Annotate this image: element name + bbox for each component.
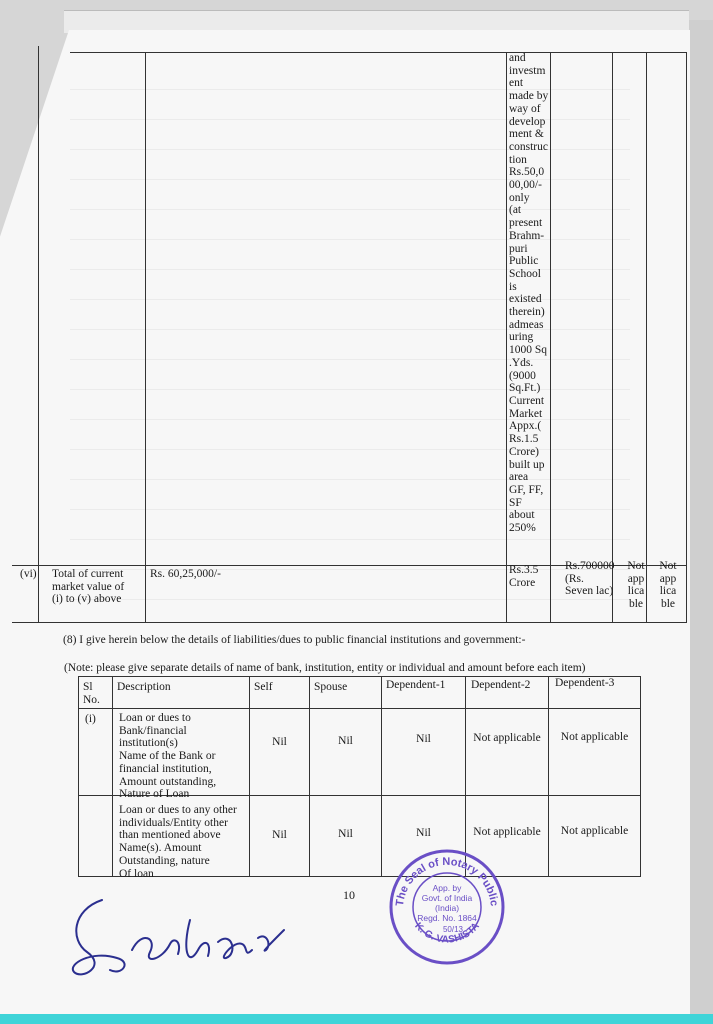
notary-seal-stamp bbox=[387, 845, 507, 965]
investment-description-line: way of bbox=[509, 102, 541, 115]
total-description-line: market value of bbox=[52, 580, 125, 593]
total-row-dependent-1 bbox=[565, 560, 615, 598]
scanner-bottom-strip bbox=[0, 1014, 713, 1024]
row-2-description-line: Loan or dues to any other bbox=[119, 804, 237, 816]
row-1-dependent-1: Nil bbox=[416, 733, 431, 745]
investment-description-line: therein) bbox=[509, 306, 545, 319]
svg-text:Regd. No. 1864: Regd. No. 1864 bbox=[417, 913, 477, 923]
investment-description-line: GF, FF, bbox=[509, 483, 544, 496]
investment-description-line: Rs.50,0 bbox=[509, 166, 545, 179]
row-1-description-line: Bank/financial bbox=[119, 724, 187, 737]
total-dependent-1-line: (Rs. bbox=[565, 572, 584, 585]
row-2-spouse: Nil bbox=[338, 828, 353, 840]
total-spouse-line: Crore bbox=[509, 576, 536, 589]
investment-description-line: .Yds. bbox=[509, 356, 534, 369]
investment-description-line: (9000 bbox=[509, 369, 536, 382]
investment-description-line: is bbox=[509, 280, 517, 293]
row-2-description-line: Of loan bbox=[119, 867, 154, 880]
row-2-description-line: Name(s). Amount bbox=[119, 842, 202, 855]
svg-text:(India): (India) bbox=[434, 903, 460, 913]
svg-text:The Seal of Notary Public: The Seal of Notary Public bbox=[394, 855, 500, 907]
col-header-spouse: Spouse bbox=[314, 681, 348, 693]
investment-description-line: Market bbox=[509, 407, 543, 420]
investment-description-line: about bbox=[509, 509, 535, 522]
row-2-self: Nil bbox=[272, 829, 287, 841]
total-row-sl: (vi) bbox=[20, 568, 37, 580]
row-1-description-line: financial institution, bbox=[119, 762, 212, 775]
row-2-dependent-2: Not applicable bbox=[473, 826, 541, 838]
total-description-line: Total of current bbox=[52, 568, 124, 580]
investment-description-line: made by bbox=[509, 90, 549, 103]
total-dependent-3-line: lica bbox=[659, 585, 677, 598]
investment-description-line: uring bbox=[509, 331, 534, 344]
col-header-sl: Sl No. bbox=[83, 681, 100, 706]
col-header-dependent-3: Dependent-3 bbox=[555, 677, 615, 689]
investment-description-line: 00,00/- bbox=[509, 179, 542, 192]
total-row-description bbox=[52, 568, 144, 606]
total-row-self: Rs. 60,25,000/- bbox=[150, 568, 221, 580]
col-header-dependent-1: Dependent-1 bbox=[386, 679, 446, 691]
investment-description-line: and bbox=[509, 52, 526, 64]
row-2-dependent-1: Nil bbox=[416, 827, 431, 839]
row-2-dependent-3: Not applicable bbox=[560, 825, 629, 837]
row-2-description-line: than mentioned above bbox=[119, 829, 221, 842]
investment-description-line: tion bbox=[509, 153, 527, 166]
investment-description-line: existed bbox=[509, 293, 542, 306]
row-1-description-line: Loan or dues to bbox=[119, 712, 191, 724]
investment-description-line: puri bbox=[509, 242, 528, 255]
investment-description-line: School bbox=[509, 267, 541, 280]
investment-description-line: Brahm- bbox=[509, 229, 545, 242]
row-2-description-line: individuals/Entity other bbox=[119, 816, 228, 829]
row-1-description bbox=[119, 712, 249, 801]
signature-image bbox=[62, 880, 302, 990]
total-dependent-1-line: Rs.700000 bbox=[565, 560, 615, 572]
investment-description-line: built up bbox=[509, 458, 545, 471]
investment-description-line: ent bbox=[509, 77, 524, 90]
page-number: 10 bbox=[343, 888, 355, 902]
total-dependent-2-line: Not bbox=[627, 560, 645, 572]
investment-description-line: only bbox=[509, 191, 530, 204]
row-1-description-line: Name of the Bank or bbox=[119, 750, 216, 763]
investment-description-line: present bbox=[509, 217, 543, 230]
col-header-description: Description bbox=[117, 681, 171, 693]
row-1-sl: (i) bbox=[85, 713, 96, 725]
investment-description-line: area bbox=[509, 471, 529, 484]
investment-description-line: Sq.Ft.) bbox=[509, 382, 541, 395]
total-row-spouse bbox=[509, 564, 538, 589]
total-dependent-3-line: ble bbox=[660, 598, 676, 611]
row-1-dependent-2: Not applicable bbox=[473, 732, 541, 744]
stacked-pages-edge bbox=[688, 20, 713, 1014]
investment-description-line: SF bbox=[509, 496, 522, 509]
investment-description-line: investm bbox=[509, 64, 546, 77]
section-8-note: (Note: please give separate details of name of bank, institution, entity or individual and amount before each item) bbox=[64, 662, 586, 674]
total-dependent-2-line: lica bbox=[627, 585, 645, 598]
investment-description-line: (at bbox=[509, 204, 522, 217]
total-dependent-2-line: app bbox=[627, 572, 645, 585]
svg-text:K. G. VASHISTA: K. G. VASHISTA bbox=[412, 920, 482, 946]
investment-description-line: develop bbox=[509, 115, 546, 128]
investment-description-line: Rs.1.5 bbox=[509, 433, 539, 446]
total-dependent-1-line: Seven lac) bbox=[565, 585, 614, 598]
svg-text:Govt. of India: Govt. of India bbox=[421, 893, 473, 903]
total-description-line: (i) to (v) above bbox=[52, 593, 122, 606]
svg-text:50/13: 50/13 bbox=[442, 925, 464, 934]
row-1-self: Nil bbox=[272, 736, 287, 748]
investment-description-line: 250% bbox=[509, 522, 536, 535]
row-2-description bbox=[119, 804, 249, 880]
investment-description-line: Crore) bbox=[509, 445, 540, 458]
investment-description-line: Public bbox=[509, 255, 539, 268]
investment-description-line: Appx.( bbox=[509, 420, 542, 433]
total-dependent-3-line: app bbox=[659, 572, 677, 585]
paper-top-edge bbox=[64, 10, 689, 33]
row-1-description-line: Nature of Loan bbox=[119, 788, 190, 801]
svg-text:App. by: App. by bbox=[432, 883, 462, 893]
section-8-heading: (8) I give herein below the details of liabilities/dues to public financial institutions and government:- bbox=[63, 634, 526, 646]
row-1-spouse: Nil bbox=[338, 735, 353, 747]
row-1-description-line: Amount outstanding, bbox=[119, 775, 217, 788]
investment-description-line: admeas bbox=[509, 318, 544, 331]
investment-description-line: construc bbox=[509, 140, 548, 153]
upper-description-cell bbox=[509, 52, 551, 535]
row-1-description-line: institution(s) bbox=[119, 737, 178, 750]
total-row-dependent-3 bbox=[652, 560, 684, 611]
investment-description-line: 1000 Sq bbox=[509, 344, 548, 357]
total-row-dependent-2 bbox=[624, 560, 648, 611]
total-dependent-3-line: Not bbox=[659, 560, 677, 572]
total-dependent-2-line: ble bbox=[628, 598, 644, 611]
total-spouse-line: Rs.3.5 bbox=[509, 564, 539, 576]
row-2-description-line: Outstanding, nature bbox=[119, 854, 210, 867]
investment-description-line: Current bbox=[509, 394, 545, 407]
row-1-dependent-3: Not applicable bbox=[560, 731, 629, 743]
col-header-self: Self bbox=[254, 681, 273, 693]
investment-description-line: ment & bbox=[509, 128, 544, 141]
col-header-dependent-2: Dependent-2 bbox=[471, 679, 531, 691]
